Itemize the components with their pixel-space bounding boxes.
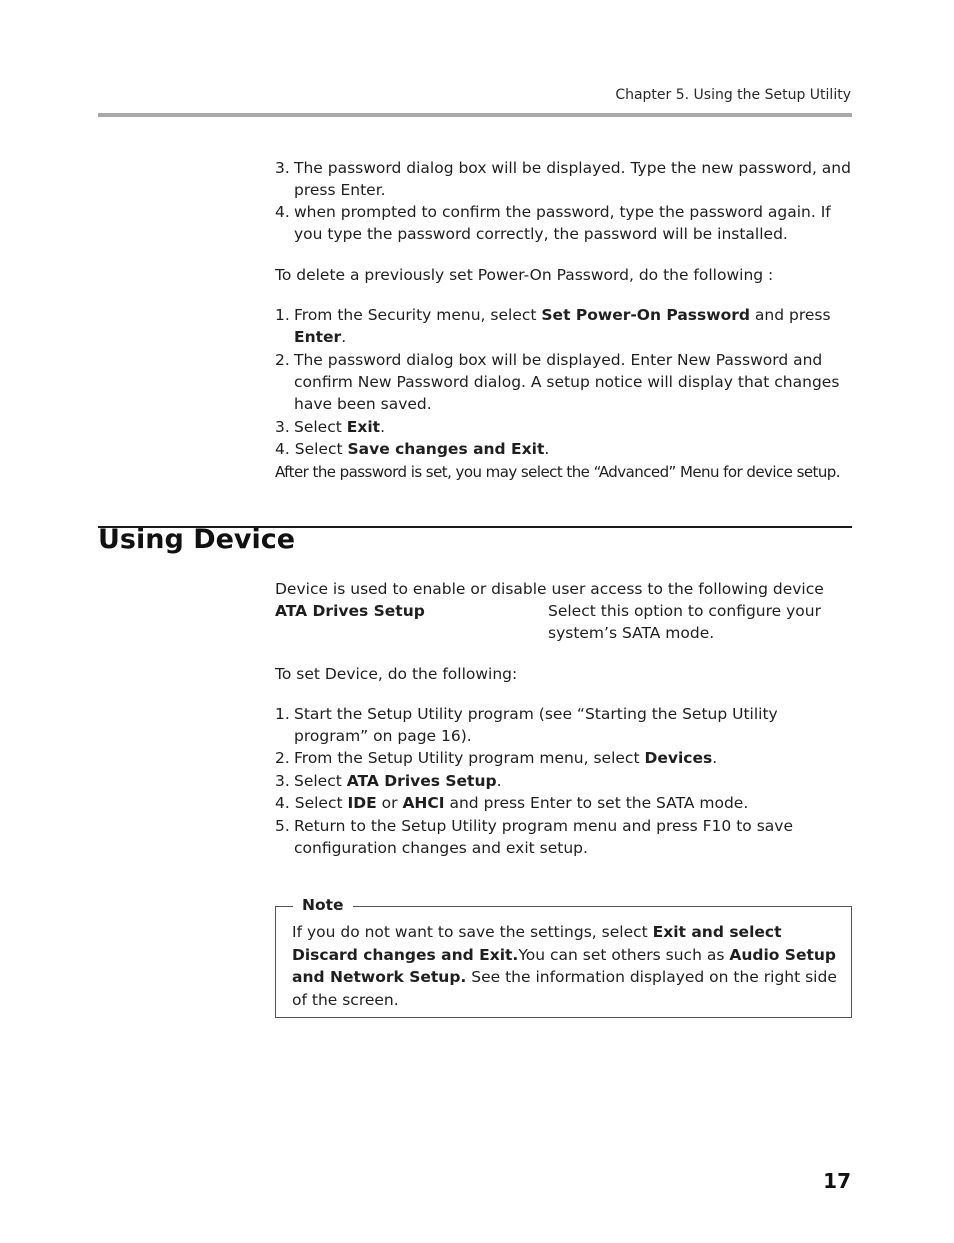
list-text: Select Exit.	[294, 418, 385, 436]
list-item	[275, 703, 853, 747]
option-description: Select this option to configure your system’s SATA mode.	[548, 602, 821, 642]
section-title: Using Device	[98, 524, 296, 555]
list-item	[275, 349, 853, 415]
list-text: From the Security menu, select Set Power-On Password and press Enter.	[294, 306, 831, 346]
list-text: Select ATA Drives Setup.	[294, 772, 502, 790]
list-item: 4. Select Save changes and Exit.	[275, 440, 550, 458]
page-number: 17	[823, 1169, 851, 1193]
list-number: 2.	[275, 351, 290, 369]
list-number: 4.	[275, 794, 290, 812]
list-item	[275, 304, 853, 348]
chapter-header: Chapter 5. Using the Setup Utility	[615, 87, 851, 103]
list-item	[275, 747, 853, 769]
list-item	[275, 770, 853, 792]
list-number: 1.	[275, 306, 290, 324]
section-intro: Device is used to enable or disable user access to the following device	[275, 580, 824, 598]
header-divider	[98, 113, 852, 117]
option-label: ATA Drives Setup	[275, 602, 425, 620]
list-number: 3.	[275, 772, 290, 790]
list-text: when prompted to confirm the password, type the password again. If you type the password correctly, the password will be installed.	[294, 203, 831, 243]
list-number: 3.	[275, 418, 290, 436]
list-number: 2.	[275, 749, 290, 767]
list-text: The password dialog box will be displayed. Enter New Password and confirm New Password dialog. A setup notice will display that changes have been saved.	[294, 351, 840, 413]
list-number: 5.	[275, 817, 290, 835]
note-text: If you do not want to save the settings, select Exit and select Discard changes and Exit.You can set others such as Audio Setup and Network Setup. See the information displayed on the right side of the screen.	[292, 923, 837, 1009]
list-item	[275, 416, 853, 438]
list-text: Start the Setup Utility program (see “Starting the Setup Utility program” on page 16).	[294, 705, 778, 745]
list-text: The password dialog box will be displayed. Type the new password, and press Enter.	[294, 159, 851, 199]
list-number: 4.	[275, 440, 290, 458]
list-text: Return to the Setup Utility program menu and press F10 to save configuration changes and exit setup.	[294, 817, 793, 857]
list-text: From the Setup Utility program menu, select Devices.	[294, 749, 718, 767]
list-item	[275, 815, 853, 859]
list-item	[275, 157, 853, 201]
list-item	[275, 201, 853, 245]
after-password-note: After the password is set, you may select the “Advanced” Menu for device setup.	[275, 463, 840, 481]
list-number: 4.	[275, 203, 290, 221]
delete-intro: To delete a previously set Power-On Password, do the following :	[275, 266, 774, 284]
list-number: 1.	[275, 705, 290, 723]
list-number: 3.	[275, 159, 290, 177]
note-label: Note	[293, 894, 353, 916]
list-item: 4. Select IDE or AHCI and press Enter to set the SATA mode.	[275, 794, 749, 812]
set-device-intro: To set Device, do the following:	[275, 665, 518, 683]
